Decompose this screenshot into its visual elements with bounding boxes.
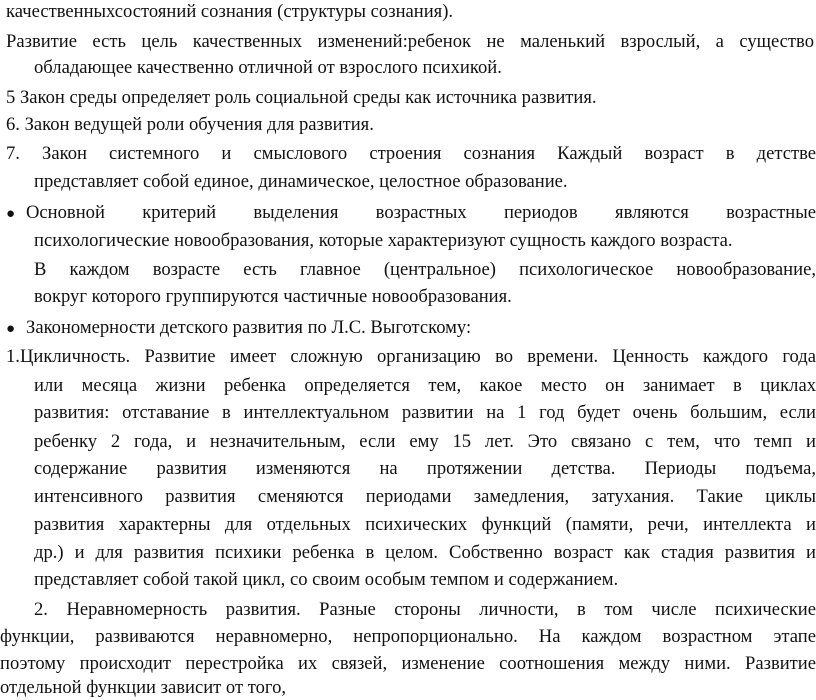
text-line: 5 Закон среды определяет роль социальной среды как источника развития. bbox=[6, 87, 597, 108]
text-line: отдельной функции зависит от того, bbox=[0, 677, 287, 698]
text-line: развития: отставание в интеллектуальном развитии на 1 год будет очень большим, если bbox=[34, 402, 816, 423]
text-line: Закономерности детского развития по Л.С. Выготскому: bbox=[26, 317, 472, 338]
text-line: др.) и для развития психики ребенка в целом. Собственно возраст как стадия развития и bbox=[34, 542, 816, 563]
text-line: вокруг которого группируются частичные новообразования. bbox=[34, 286, 512, 307]
text-line: или месяца жизни ребенка определяется тем, какое место он занимает в циклах bbox=[34, 375, 816, 396]
text-line: 1.Цикличность. Развитие имеет сложную организацию во времени. Ценность каждого года bbox=[6, 346, 816, 367]
text-line: Основной критерий выделения возрастных периодов являются возрастные bbox=[26, 202, 816, 223]
text-line: развития характерны для отдельных психических функций (памяти, речи, интеллекта и bbox=[34, 514, 816, 535]
text-line: представляет собой такой цикл, со своим особым темпом и содержанием. bbox=[34, 569, 619, 590]
text-line: 6. Закон ведущей роли обучения для развития. bbox=[6, 114, 374, 135]
text-line: 2. Неравномерность развития. Разные стороны личности, в том числе психические bbox=[34, 599, 816, 620]
text-line: 7. Закон системного и смыслового строения сознания Каждый возраст в детстве bbox=[6, 143, 816, 164]
text-line: Развитие есть цель качественных изменений:ребенок не маленький взрослый, а существо bbox=[6, 31, 814, 52]
text-line: обладающее качественно отличной от взрослого психикой. bbox=[34, 57, 502, 78]
bullet-icon: ● bbox=[6, 206, 16, 222]
text-line: функции, развиваются неравномерно, непропорционально. На каждом возрастном этапе bbox=[0, 626, 816, 647]
text-line: ребенку 2 года, и незначительным, если ему 15 лет. Это связано с тем, что темп и bbox=[34, 431, 816, 452]
text-line: интенсивного развития сменяются периодами замедления, затухания. Такие циклы bbox=[34, 486, 816, 507]
text-line: содержание развития изменяются на протяжении детства. Периоды подъема, bbox=[34, 458, 816, 479]
text-line: качественныхсостояний сознания (структуры сознания). bbox=[6, 1, 454, 22]
text-line: представляет собой единое, динамическое, целостное образование. bbox=[34, 171, 568, 192]
text-line: В каждом возрасте есть главное (центральное) психологическое новообразование, bbox=[34, 259, 816, 280]
text-line: психологические новообразования, которые характеризуют сущность каждого возраста. bbox=[34, 230, 733, 251]
bullet-icon: ● bbox=[6, 321, 16, 337]
text-line: поэтому происходит перестройка их связей, изменение соотношения между ними. Развитие bbox=[0, 653, 816, 674]
